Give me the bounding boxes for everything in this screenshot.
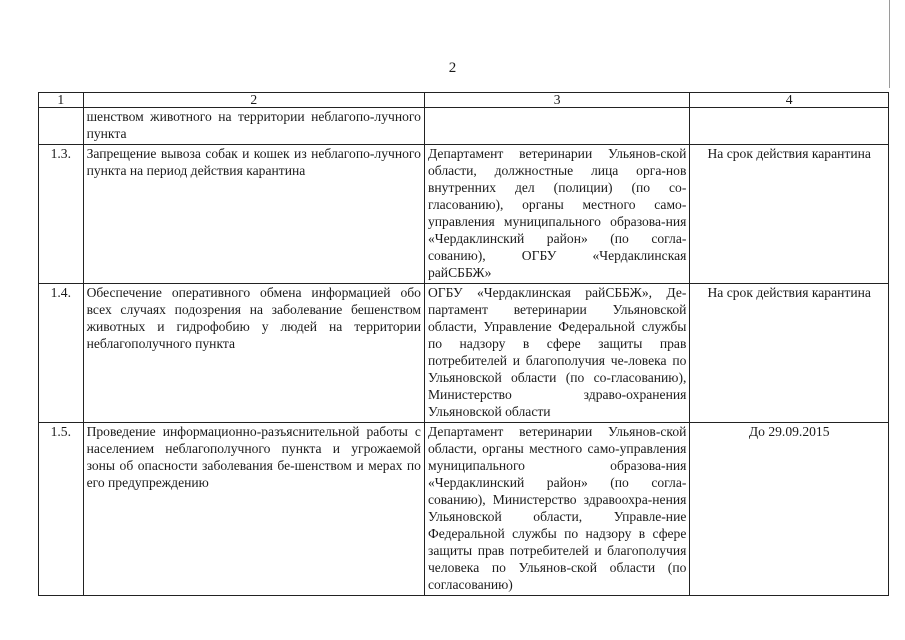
row-responsible: Департамент ветеринарии Ульянов-ской области, должностные лица орга-нов внутренних дел (полиции) (по со-гласованию), органы местного само-управления муниципального образова-ния «Чердаклинский район» (по согла-сованию), ОГБУ «Чердаклинская райСББЖ» bbox=[424, 145, 689, 284]
column-header: 1 bbox=[39, 93, 84, 108]
row-action: Запрещение вывоза собак и кошек из неблагопо-лучного пункта на период действия карантина bbox=[83, 145, 424, 284]
row-action: Обеспечение оперативного обмена информацией обо всех случаях подозрения на заболевание бешенством животных и гидрофобию у людей на территории неблагополучного пункта bbox=[83, 284, 424, 423]
row-responsible: ОГБУ «Чердаклинская райСББЖ», Де-партамент ветеринарии Ульяновской области, Управление Федеральной службы по надзору в сфере защиты прав потребителей и благополучия че-ловека по Ульяновской области (по со-гласованию), Министерство здраво-охранения Ульяновской области bbox=[424, 284, 689, 423]
table-row bbox=[39, 423, 889, 596]
page-number: 2 bbox=[448, 60, 457, 76]
table-row bbox=[39, 284, 889, 423]
measures-table bbox=[38, 92, 889, 596]
row-term bbox=[690, 108, 889, 145]
table-header-row bbox=[39, 93, 889, 108]
row-term: На срок действия карантина bbox=[690, 284, 889, 423]
table-row bbox=[39, 108, 889, 145]
row-action: Проведение информационно-разъяснительной работы с населением неблагополучного пункта и угрожаемой зоны об опасности заболевания бе-шенством и мерах по его предупреждению bbox=[83, 423, 424, 596]
row-responsible bbox=[424, 108, 689, 145]
column-header: 4 bbox=[690, 93, 889, 108]
row-number bbox=[39, 108, 84, 145]
table-row bbox=[39, 145, 889, 284]
row-action: шенством животного на территории неблагопо-лучного пункта bbox=[83, 108, 424, 145]
row-number: 1.3. bbox=[39, 145, 84, 284]
row-responsible: Департамент ветеринарии Ульянов-ской области, органы местного само-управления муниципального образова-ния «Чердаклинский район» (по согла-сованию), Министерство здравоохра-нения Ульяновской области, Управле-ние Федеральной службы по надзору в сфере защиты прав потребителей и благополучия человека по Ульянов-ской области (по согласованию) bbox=[424, 423, 689, 596]
column-header: 2 bbox=[83, 93, 424, 108]
column-header: 3 bbox=[424, 93, 689, 108]
row-term: До 29.09.2015 bbox=[690, 423, 889, 596]
row-number: 1.4. bbox=[39, 284, 84, 423]
row-number: 1.5. bbox=[39, 423, 84, 596]
row-term: На срок действия карантина bbox=[690, 145, 889, 284]
